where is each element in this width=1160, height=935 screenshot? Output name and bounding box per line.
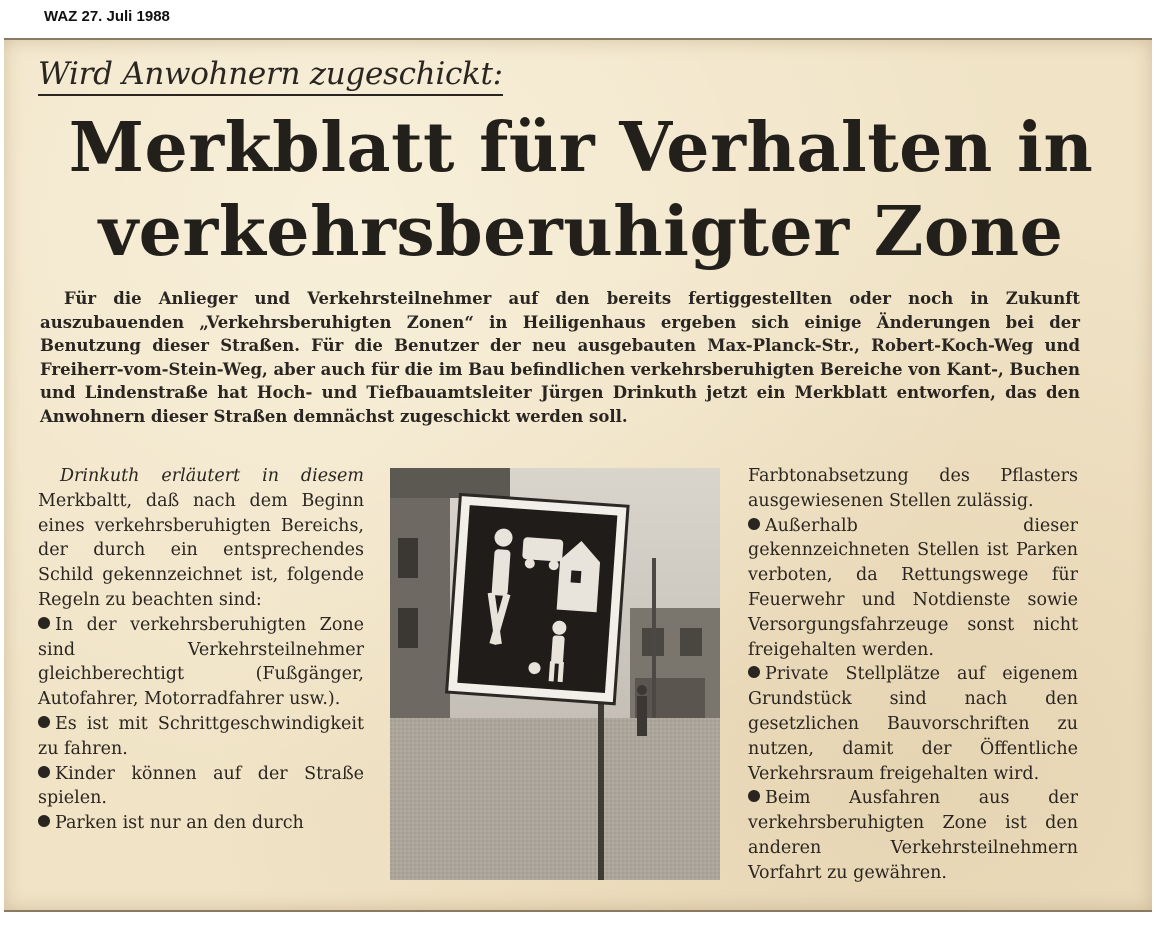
body-intro-italic: Drinkuth erläutert in diesem bbox=[60, 466, 364, 486]
body-intro-text: Merkbaltt, daß nach dem Beginn eines verkehrsberuhigten Bereichs, der durch ein entsprechendes Schild gekennzeichnet ist, folgende Regeln zu beachten sind: bbox=[38, 490, 364, 610]
bullet-icon bbox=[748, 666, 760, 678]
rule-item bbox=[748, 786, 1078, 885]
rule-item bbox=[38, 613, 364, 712]
rule-item bbox=[748, 514, 1078, 663]
rule-item bbox=[748, 662, 1078, 786]
bullet-icon bbox=[748, 790, 760, 802]
article-lead: Für die Anlieger und Verkehrsteilnehmer auf den bereits fertiggestellten oder noch in Zukunft auszubauenden „Verkehrsberuhigten Zonen“ in Heiligenhaus ergeben sich einige Änderungen bei der Benutzung dieser Straßen. Für die Benutzer der neu ausgebauten Max-Planck-Str., Robert-Koch-Weg und Freiherr-vom-Stein-Weg, aber auch für die im Bau befindlichen verkehrsberuhigten Bereiche von Kant-, Buchen und Lindenstraße hat Hoch- und Tiefbauamtsleiter Jürgen Drinkuth jetzt ein Merkblatt entworfen, das den Anwohnern dieser Straßen demnächst zugeschickt werden soll. bbox=[40, 289, 1080, 426]
rule-text: In der verkehrsberuhigten Zone sind Verkehrsteilnehmer gleichberechtigt (Fußgänger, Autofahrer, Motorradfahrer usw.). bbox=[38, 614, 364, 710]
article-kicker: Wird Anwohnern zugeschickt: bbox=[38, 56, 503, 96]
rule-text: Private Stellplätze auf eigenem Grundstück sind nach den gesetzlichen Bauvorschriften zu nutzen, damit der Öffentliche Verkehrsraum freigehalten wird. bbox=[748, 664, 1078, 784]
street-sign-photo bbox=[390, 468, 720, 880]
body-intro bbox=[38, 464, 364, 613]
rule-item-continued: Farbtonabsetzung des Pflasters ausgewiesenen Stellen zulässig. bbox=[748, 466, 1078, 511]
article-column-left bbox=[38, 464, 364, 836]
rule-item bbox=[38, 811, 364, 836]
rule-text: Außerhalb dieser gekennzeichneten Stellen ist Parken verboten, da Rettungswege für Feuerwehr und Notdienste sowie Versorgungsfahrzeuge sonst nicht freigehalten werden. bbox=[748, 515, 1078, 660]
bullet-icon bbox=[38, 815, 50, 827]
bullet-icon bbox=[38, 766, 50, 778]
bullet-icon bbox=[748, 518, 760, 530]
article-column-right bbox=[748, 464, 1078, 886]
rule-text: Kinder können auf der Straße spielen. bbox=[38, 763, 364, 809]
street-sign-illustration bbox=[390, 468, 720, 880]
article-headline: Merkblatt für Verhalten in verkehrsberuhigter Zone bbox=[68, 108, 1094, 272]
rule-item bbox=[38, 712, 364, 762]
rule-text: Beim Ausfahren aus der verkehrsberuhigten Zone ist den anderen Verkehrsteilnehmern Vorfahrt zu gewähren. bbox=[748, 788, 1078, 883]
rule-item bbox=[38, 762, 364, 812]
rule-text: Parken ist nur an den durch bbox=[55, 813, 304, 834]
source-label: WAZ 27. Juli 1988 bbox=[44, 8, 170, 25]
bullet-icon bbox=[38, 617, 50, 629]
bullet-icon bbox=[38, 716, 50, 728]
rule-text: Es ist mit Schrittgeschwindigkeit zu fahren. bbox=[38, 713, 364, 759]
newspaper-clipping bbox=[4, 38, 1152, 912]
